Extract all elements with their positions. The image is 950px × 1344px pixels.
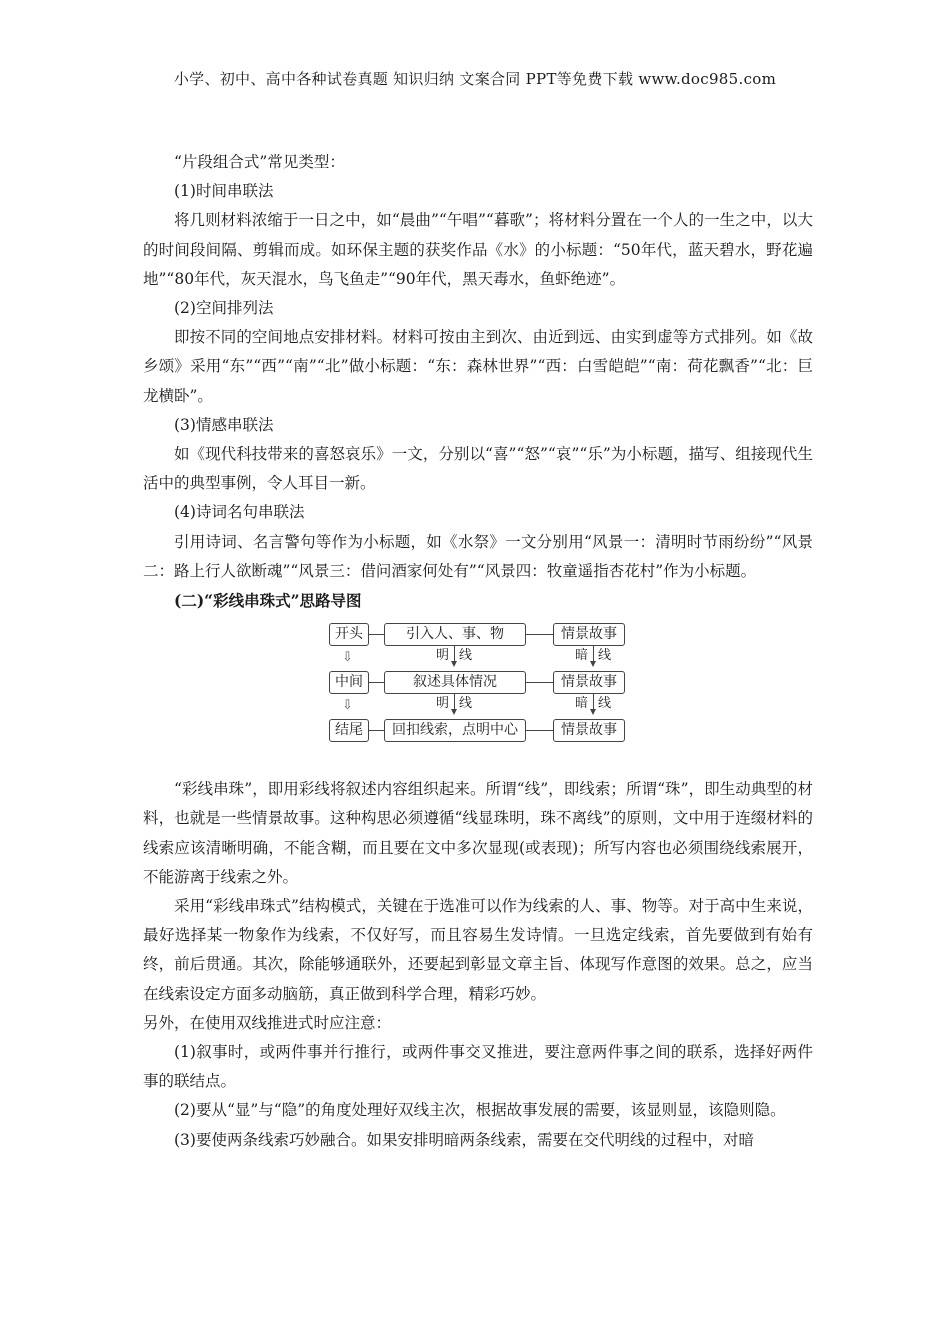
- section-heading: (二)“彩线串珠式”思路导图: [174, 591, 362, 611]
- connector: [368, 730, 384, 731]
- note-item-2: (2)要从“显”与“隐”的角度处理好双线主次，根据故事发展的需要，该显则显，该隐则隐。: [174, 1101, 786, 1120]
- connector: [525, 634, 553, 635]
- line-label: 线: [598, 696, 612, 712]
- paragraph-note: 另外，在使用双线推进式时应注意：: [143, 1013, 392, 1032]
- connector: [368, 682, 384, 683]
- paragraph-method: 采用“彩线串珠式”结构模式，关键在于选准可以作为线索的人、事、物等。对于高中生来说，最好选择某一物象作为线索，不仅好写，而且容易生发诗情。一旦选定线索，首先要做到有始有终，前后贯通。其次，除能够通联外，还要起到彰显文章主旨、体现写作意图的效果。总之，应当在线索设定方面多动脑筋，真正做到科学合理，精彩巧妙。: [143, 897, 813, 1003]
- type-body-time: 将几则材料浓缩于一日之中，如“晨曲”“午唱”“暮歌”；将材料分置在一个人的一生之中，以大的时间段间隔、剪辑而成。如环保主题的获奖作品《水》的小标题：“50年代，蓝天碧水，野花遍地”“80年代，灰天混水，鸟飞鱼走”“90年代，黑天毒水，鱼虾绝迹”。: [143, 211, 813, 288]
- type-title-time: (1)时间串联法: [174, 182, 274, 201]
- type-title-emotion: (3)情感串联法: [174, 415, 274, 434]
- down-arrow-icon: ⇩: [342, 650, 353, 666]
- note-item-1: (1)叙事时，或两件事并行推行，或两件事交叉推进，要注意两件事之间的联系，选择好两件事的联结点。: [143, 1043, 813, 1091]
- side-box-middle: 情景故事: [553, 671, 625, 694]
- page-header: 小学、初中、高中各种试卷真题 知识归纳 文案合同 PPT等免费下载 www.doc985.com: [173, 70, 777, 88]
- bright-line-label: 明: [436, 696, 450, 712]
- hidden-line-label: 暗: [575, 648, 589, 664]
- line-label: 线: [598, 648, 612, 664]
- side-box-end: 情景故事: [553, 719, 625, 742]
- type-body-space: 即按不同的空间地点安排材料。材料可按由主到次、由近到远、由实到虚等方式排列。如《故乡颂》采用“东”“西”“南”“北”做小标题：“东：森林世界”“西：白雪皑皑”“南：荷花飘香”“北：巨龙横卧”。: [143, 328, 813, 405]
- arrow-down-icon: [590, 661, 596, 667]
- document-body: [143, 148, 813, 1155]
- line-label: 线: [459, 696, 473, 712]
- section-intro: “片段组合式”常见类型：: [174, 153, 345, 171]
- hidden-line-label: 暗: [575, 696, 589, 712]
- main-box-middle: 叙述具体情况: [384, 671, 526, 694]
- note-item-3: (3)要使两条线索巧妙融合。如果安排明暗两条线索，需要在交代明线的过程中，对暗: [174, 1130, 754, 1149]
- stage-box-end: 结尾: [329, 719, 369, 742]
- type-body-emotion: 如《现代科技带来的喜怒哀乐》一文，分别以“喜”“怒”“哀”“乐”为小标题，描写、组接现代生活中的典型事例，令人耳目一新。: [143, 445, 813, 493]
- arrow-down-icon: [590, 709, 596, 715]
- type-title-poem: (4)诗词名句串联法: [174, 503, 305, 522]
- paragraph-definition: “彩线串珠”，即用彩线将叙述内容组织起来。所谓“线”，即线索；所谓“珠”，即生动典型的材料，也就是一些情景故事。这种构思必须遵循“线显珠明，珠不离线”的原则，文中用于连缀材料的线索应该清晰明确，不能含糊，而且要在文中多次显现(或表现)；所写内容也必须围绕线索展开，不能游离于线索之外。: [143, 780, 813, 886]
- main-box-end: 回扣线索，点明中心: [384, 719, 526, 742]
- type-body-poem: 引用诗词、名言警句等作为小标题，如《水祭》一文分别用“风景一：清明时节雨纷纷”“风景二：路上行人欲断魂”“风景三：借问酒家何处有”“风景四：牧童遥指杏花村”作为小标题。: [143, 532, 813, 580]
- bright-line-label: 明: [436, 648, 450, 664]
- connector: [525, 730, 553, 731]
- arrow-down-icon: [451, 661, 457, 667]
- main-box-start: 引入人、事、物: [384, 623, 526, 646]
- type-title-space: (2)空间排列法: [174, 299, 274, 318]
- stage-box-start: 开头: [329, 623, 369, 646]
- connector: [525, 682, 553, 683]
- line-label: 线: [459, 648, 473, 664]
- side-box-start: 情景故事: [553, 623, 625, 646]
- down-arrow-icon: ⇩: [342, 698, 353, 714]
- connector: [368, 634, 384, 635]
- stage-box-middle: 中间: [329, 671, 369, 694]
- arrow-down-icon: [451, 709, 457, 715]
- mind-map-diagram: [143, 615, 813, 775]
